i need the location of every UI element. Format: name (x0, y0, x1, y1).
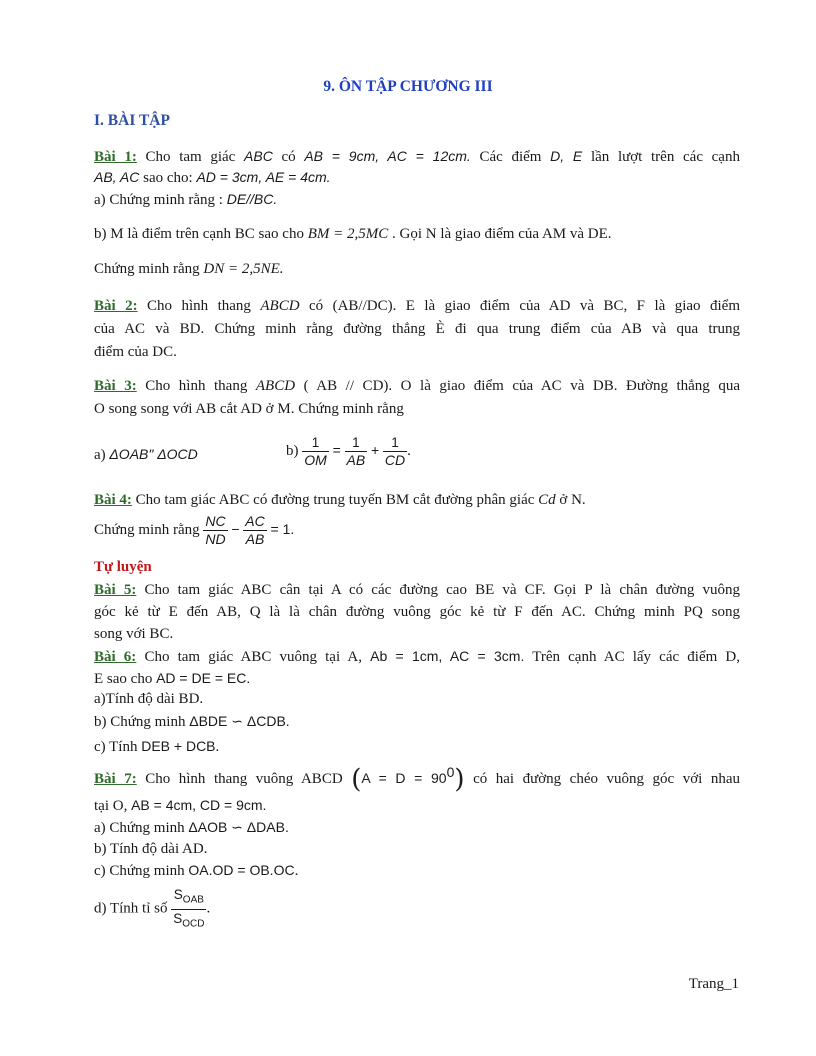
bai1-part-b: b) M là điểm trên cạnh BC sao cho BM = 2,5MC . Gọi N là giao điểm của AM và DE. (94, 226, 612, 242)
bai7-part-b: b) Tính độ dài AD. (94, 841, 208, 857)
bai1-line2: AB, AC sao cho: AD = 3cm, AE = 4cm. (94, 169, 331, 186)
bai7-line1: Bài 7: Cho hình thang vuông ABCD $(A = D = 90^0)$ có hai đường chéo vuông góc với nhau (94, 764, 740, 795)
bai6-part-c: c) Tính DEB + DCB. (94, 738, 220, 755)
bai6-part-b: b) Chứng minh ΔBDE ∽ ΔCDB. (94, 713, 290, 730)
bai7-part-d: d) Tính tỉ số $\frac{S_{OAB}}{S_{OCD}}$ . (94, 886, 210, 932)
bai5-line2: góc kẻ từ E đến AB, Q là là chân đường vuông góc kẻ từ F đến AC. Chứng minh PQ song (94, 604, 740, 620)
bai1-part-a: a) Chứng minh rằng : DE//BC. (94, 191, 278, 208)
bai2-label: Bài 2: (94, 298, 138, 314)
bai5-line1: Bài 5: Cho tam giác ABC cân tại A có các đường cao BE và CF. Gọi P là chân đường vuông (94, 582, 741, 598)
tu-luyen-heading: Tự luyện (94, 559, 152, 575)
bai6-line2: E sao cho AD = DE = EC. (94, 670, 251, 687)
bai1-part-c: Chứng minh rằng DN = 2,5NE. (94, 261, 284, 277)
page-footer: Trang_1 (688, 976, 739, 992)
bai4-line1: Bài 4: Cho tam giác ABC có đường trung tuyến BM cắt đường phân giác Cd ở N. (94, 492, 586, 508)
bai3-line2: O song song với AB cắt AD ở M. Chứng minh rằng (94, 401, 404, 417)
bai2-line3: điểm của DC. (94, 344, 177, 360)
fraction-ac-ab: $\frac{AC}{AB}$ (245, 513, 265, 547)
bai3-label: Bài 3: (94, 378, 137, 394)
bai1-line1: Bài 1: Cho tam giác ABC có AB = 9cm, AC = 12cm. Các điểm D, E lần lượt trên các cạnh (94, 148, 740, 165)
bai6-label: Bài 6: (94, 649, 137, 665)
bai6-line1: Bài 6: Cho tam giác ABC vuông tại A, Ab = 1cm, AC = 3cm. Trên cạnh AC lấy các điểm D, (94, 648, 741, 665)
bai6-part-a: a)Tính độ dài BD. (94, 691, 204, 707)
bai2-line1: Bài 2: Cho hình thang ABCD có (AB//DC). E là giao điểm của AD và BC, F là giao điểm (94, 298, 740, 314)
fraction-1-om: $\frac{1}{OM}$ (304, 435, 327, 468)
bai5-line3: song với BC. (94, 626, 174, 642)
bai3-part-a: a) ΔOAB" ΔOCD (94, 446, 198, 463)
bai4-line2: Chứng minh rằng $\frac{NC}{ND}$ − $\frac{AC}{AB}$ = 1. (94, 513, 295, 547)
bai2-line2: của AC và BD. Chứng minh rằng đường thẳng È đi qua trung điểm của AB và qua trung (94, 321, 740, 337)
fraction-1-cd: $\frac{1}{CD}$ (384, 435, 406, 468)
page-title: 9. ÔN TẬP CHƯƠNG III (323, 78, 493, 95)
bai7-label: Bài 7: (94, 771, 137, 787)
bai3-part-b: b) $\frac{1}{OM}$ = $\frac{1}{AB}$ + $\frac{1}{CD}$ . (286, 435, 411, 468)
bai1-label: Bài 1: (94, 149, 137, 165)
bai7-part-a: a) Chứng minh ΔAOB ∽ ΔDAB. (94, 819, 289, 836)
bai3-line1: Bài 3: Cho hình thang ABCD ( AB // CD). O là giao điểm của AC và DB. Đường thẳng qua (94, 378, 741, 394)
bai7-part-c: c) Chứng minh OA.OD = OB.OC. (94, 862, 299, 879)
bai5-label: Bài 5: (94, 582, 137, 598)
fraction-nc-nd: $\frac{NC}{ND}$ (205, 513, 226, 547)
bai4-label: Bài 4: (94, 492, 132, 508)
bai7-line2: tại O, AB = 4cm, CD = 9cm. (94, 797, 267, 814)
section-heading: I. BÀI TẬP (94, 112, 170, 129)
fraction-1-ab: $\frac{1}{AB}$ (346, 435, 366, 468)
fraction-soab-socd: $\frac{S_{OAB}}{S_{OCD}}$ (173, 887, 205, 930)
